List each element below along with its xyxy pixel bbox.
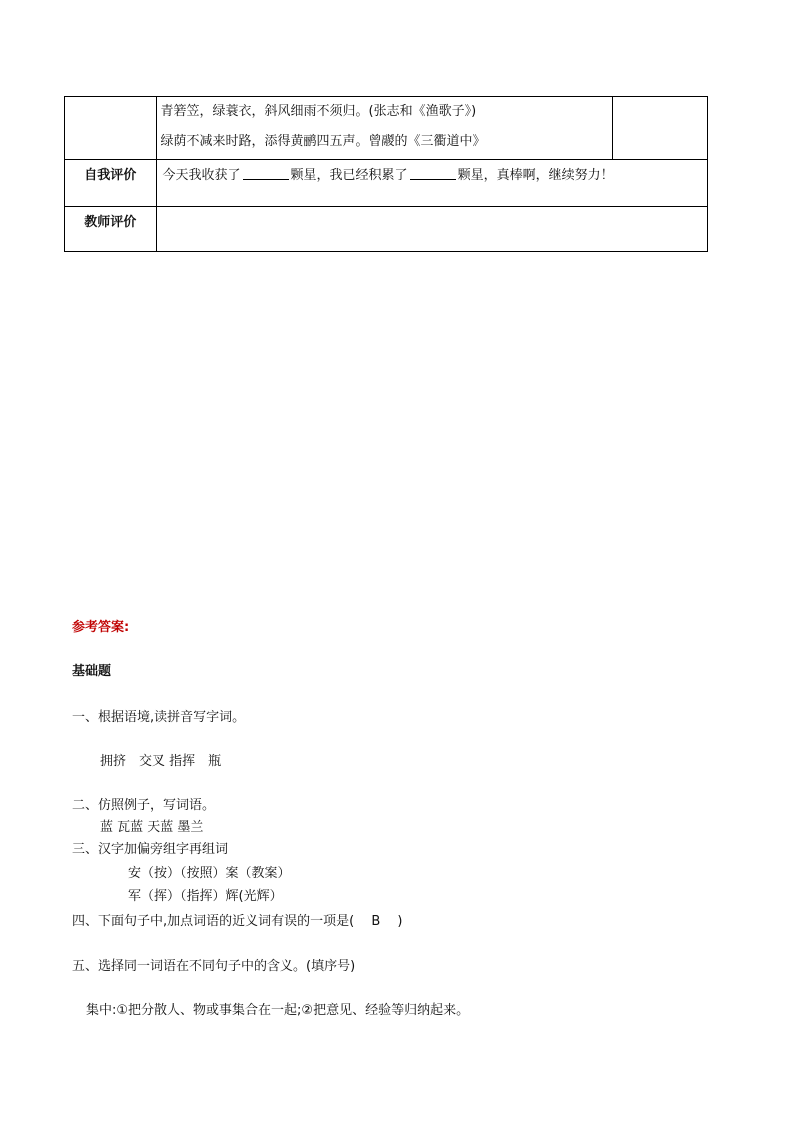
self-eval-row (65, 160, 708, 207)
teacher-eval-label-cell (65, 207, 157, 252)
question-1: 一、根据语境,读拼音写字词。 (72, 710, 246, 725)
question-1-answer: 拥挤 交叉 指挥 瓶 (100, 754, 222, 769)
self-eval-text (157, 160, 707, 192)
question-4: 四、下面句子中,加点词语的近义词有误的一项是( B ) (72, 914, 403, 929)
question-3-line-1: 安（按）（按照）案（教案） (128, 866, 291, 881)
question-5-answer: 集中:①把分散人、物或事集合在一起;②把意见、经验等归纳起来。 (86, 1003, 470, 1018)
self-eval-label: 自我评价 (84, 168, 137, 183)
poem-row-right-cell (613, 97, 708, 160)
answers-title: 参考答案: (72, 620, 130, 635)
self-eval-part-2: 颗星，我已经积累了 (290, 168, 408, 183)
evaluation-table (64, 96, 708, 252)
poem-line-1: 青箬笠，绿蓑衣，斜风细雨不须归。(张志和《渔歌子》) (160, 104, 477, 119)
self-eval-label-cell (65, 160, 157, 207)
teacher-eval-row (65, 207, 708, 252)
stars-earned-blank[interactable] (243, 165, 289, 180)
basic-section-title: 基础题 (72, 664, 112, 679)
teacher-eval-label: 教师评价 (84, 215, 137, 230)
poem-line-2: 绿荫不减来时路，添得黄鹂四五声。曾鬷的《三衢道中》 (160, 134, 486, 149)
self-eval-part-1: 今天我收获了 (162, 168, 241, 183)
stars-total-blank[interactable] (410, 165, 456, 180)
teacher-eval-content-cell (156, 207, 707, 252)
poem-row (65, 97, 708, 160)
self-eval-content-cell (156, 160, 707, 207)
self-eval-part-3: 颗星，真棒啊，继续努力！ (457, 168, 614, 183)
question-3: 三、汉字加偏旁组字再组词 (72, 842, 229, 857)
poem-cell (156, 97, 613, 160)
question-2: 二、仿照例子，写词语。 (72, 798, 216, 813)
question-5: 五、选择同一词语在不同句子中的含义。(填序号) (72, 959, 356, 974)
question-2-answer: 蓝 瓦蓝 天蓝 墨兰 (100, 820, 204, 835)
question-3-line-2: 军（挥）（指挥）辉(光辉） (128, 889, 283, 904)
poem-row-label-cell (65, 97, 157, 160)
